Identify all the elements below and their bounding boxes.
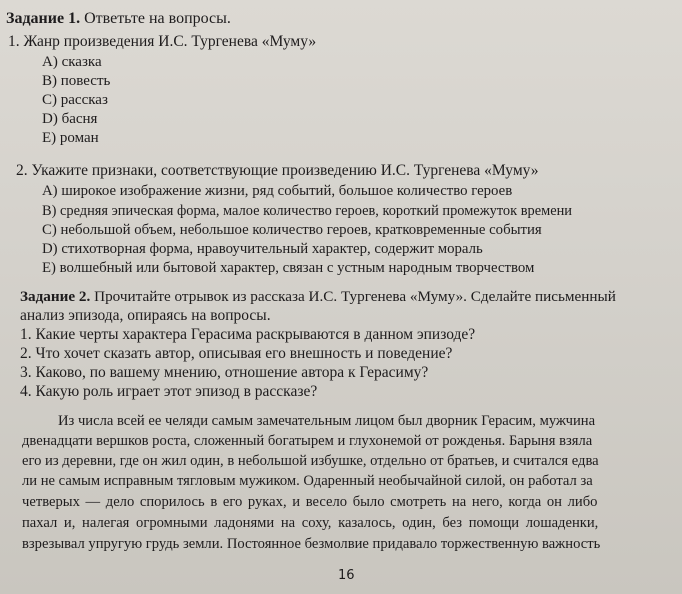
task2-heading-cont: анализ эпизода, опираясь на вопросы. [20,307,271,324]
passage-line-3: его из деревни, где он жил один, в небольшой избушке, отдельно от братьев, и считался едва [22,453,599,469]
q2-option-c: С) небольшой объем, небольшое количество героев, кратковременные события [42,222,542,238]
q1-option-b: В) повесть [42,73,111,89]
q1-option-d: D) басня [42,111,98,127]
q2-option-d: D) стихотворная форма, нравоучительный характер, содержит мораль [42,241,483,257]
q2-option-b: В) средняя эпическая форма, малое количество героев, короткий промежуток времени [42,203,572,219]
passage-line-6: пахал и, налегая огромными ладонями на соху, казалось, один, без помощи лошаденки, [22,515,599,531]
task1-question-1: 1. Жанр произведения И.С. Тургенева «Муму» [8,33,317,50]
task2-question-4: 4. Какую роль играет этот эпизод в рассказе? [20,383,318,400]
page-number: 16 [338,568,355,583]
task1-question-2: 2. Укажите признаки, соответствующие произведению И.С. Тургенева «Муму» [16,162,539,179]
q1-option-a: А) сказка [42,54,102,70]
q2-option-e: Е) волшебный или бытовой характер, связан с устным народным творчеством [42,260,535,276]
passage-line-2: двенадцати вершков роста, сложенный богатырем и глухонемой от рожденья. Барыня взяла [22,433,593,449]
passage-line-4: ли не самым исправным тягловым мужиком. Одаренный необычайной силой, он работал за [22,473,593,489]
passage-line-7: взрезывал упругую грудь земли. Постоянное безмолвие придавало торжественную важность [22,536,601,552]
task2-heading: Задание 2. Прочитайте отрывок из рассказа И.С. Тургенева «Муму». Сделайте письменный [20,288,616,305]
task2-question-2: 2. Что хочет сказать автор, описывая его внешность и поведение? [20,345,453,362]
passage-line-1: Из числа всей ее челяди самым замечательным лицом был дворник Герасим, мужчина [58,413,596,429]
q1-option-e: Е) роман [42,130,99,146]
passage-line-5: четверых — дело спорилось в его руках, и весело было смотреть на него, когда он либо [22,494,598,510]
q1-option-c: С) рассказ [42,92,108,108]
task1-heading: Задание 1. Ответьте на вопросы. [6,10,231,27]
task2-question-3: 3. Каково, по вашему мнению, отношение автора к Герасиму? [20,364,429,381]
task2-question-1: 1. Какие черты характера Герасима раскрываются в данном эпизоде? [20,326,476,343]
q2-option-a: А) широкое изображение жизни, ряд событий, большое количество героев [42,183,513,199]
